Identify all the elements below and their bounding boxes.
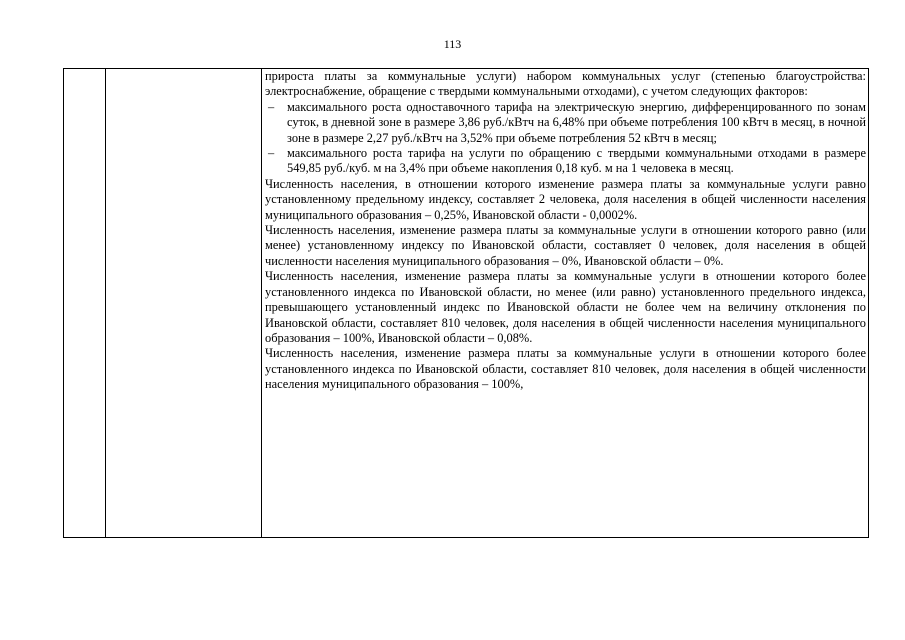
bullet-dash: – <box>268 99 275 114</box>
bullet-text: максимального роста одноставочного тарифа на электрическую энергию, дифференцированного по зонам суток, в дневной зоне в размере 3,86 руб./кВтч на 6,48% при объеме потребления 100 кВтч в месяц, в ночной зоне в размере 2,27 руб./кВтч на 3,52% при объеме потребления 52 кВтч в месяц; <box>287 99 866 145</box>
page-number: 113 <box>443 37 462 51</box>
paragraph: Численность населения, изменение размера платы за коммунальные услуги в отношении которого равно (или менее) установленному индексу по Ивановской области, составляет 0 человек, доля населения в общей численности населения муниципального образования – 0%, Ивановской области – 0%. <box>265 223 866 268</box>
bullet-dash: – <box>268 146 275 161</box>
document-table <box>63 68 869 538</box>
paragraph: Численность населения, изменение размера платы за коммунальные услуги в отношении которого более установленного индекса по Ивановской области, но менее (или равно) установленного предельного индекса, превышающего установленный индекс по Ивановской области не более чем на величину отклонения по Ивановской области, составляет 810 человек, доля населения в общей численности населения муниципального образования – 100%, Ивановской области – 0,08%. <box>265 269 866 345</box>
bullet-item <box>265 146 866 177</box>
table-cell-description <box>262 69 869 538</box>
table-cell-number <box>64 69 106 538</box>
table-row <box>64 69 869 538</box>
bullet-text: максимального роста тарифа на услуги по обращению с твердыми коммунальными отходами в размере 549,85 руб./куб. м на 3,4% при объеме накопления 0,18 куб. м на 1 человека в месяц. <box>287 146 866 176</box>
table-cell-municipality <box>106 69 262 538</box>
bullet-item <box>265 100 866 146</box>
paragraph: Численность населения, в отношении которого изменение размера платы за коммунальные услуги равно установленному предельному индексу, составляет 2 человека, доля населения в общей численности населения муниципального образования – 0,25%, Ивановской области - 0,0002%. <box>265 176 866 222</box>
paragraph: Численность населения, изменение размера платы за коммунальные услуги в отношении которого более установленного индекса по Ивановской области, составляет 810 человек, доля населения в общей численности населения муниципального образования – 100%, <box>265 346 866 392</box>
paragraph: прироста платы за коммунальные услуги) набором коммунальных услуг (степенью благоустройства: электроснабжение, обращение с твердыми коммунальными отходами), с учетом следующих факторов: <box>265 69 866 99</box>
